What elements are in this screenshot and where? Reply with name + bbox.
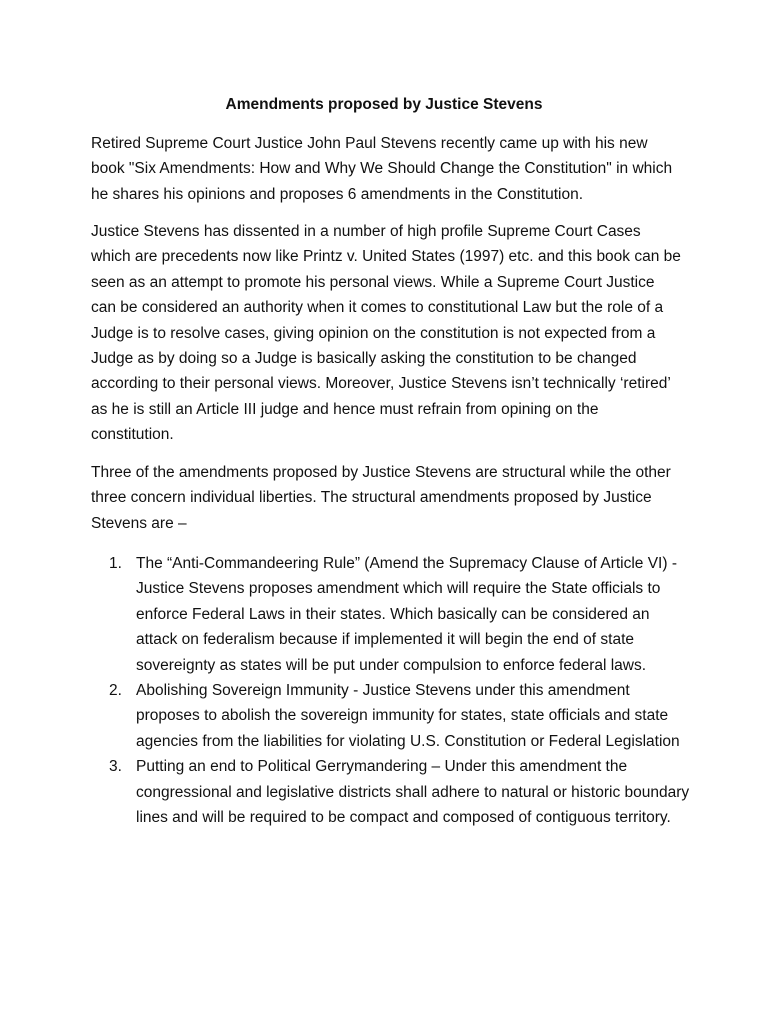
paragraph-intro: Retired Supreme Court Justice John Paul Stevens recently came up with his new book "Six Amendments: How and Why We Should Change the Constitution" in which he shares his opinions and proposes 6 amendments in the Constitution. xyxy=(91,135,673,203)
list-item-number: 1. xyxy=(109,555,122,572)
list-item-text: Putting an end to Political Gerrymandering – Under this amendment the congressional and legislative districts shall adhere to natural or historic boundary lines and will be required to be compact and composed of contiguous territory. xyxy=(136,758,690,827)
list-item-number: 2. xyxy=(109,682,122,700)
amendments-list xyxy=(91,551,691,830)
list-item xyxy=(91,551,691,678)
paragraph-dissent: Justice Stevens has dissented in a number of high profile Supreme Court Cases which are precedents now like Printz v. United States (1997) etc. and this book can be seen as an attempt to promote his personal views. While a Supreme Court Justice can be considered an authority when it comes to constitutional Law but the role of a Judge is to resolve cases, giving opinion on the constitution is not expected from a Judge as by doing so a Judge is basically asking the constitution to be changed according to their personal views. Moreover, Justice Stevens isn’t technically ‘retired’ as he is still an Article III judge and hence must refrain from opining on the constitution. xyxy=(91,223,681,444)
list-item-number: 3. xyxy=(109,758,122,776)
document-title: Amendments proposed by Justice Stevens xyxy=(225,96,543,113)
list-item-text: The “Anti-Commandeering Rule” (Amend the Supremacy Clause of Article VI) - Justice Stevens proposes amendment which will require the State officials to enforce Federal Laws in their states. Which basically can be considered an attack on federalism because if implemented it will begin the end of state sovereignty as states will be put under compulsion to enforce federal laws. xyxy=(136,555,677,674)
paragraph-structural: Three of the amendments proposed by Justice Stevens are structural while the other three concern individual liberties. The structural amendments proposed by Justice Stevens are – xyxy=(91,464,671,532)
list-item xyxy=(91,678,691,754)
list-item xyxy=(91,754,691,830)
list-item-text: Abolishing Sovereign Immunity - Justice Stevens under this amendment proposes to abolish the sovereign immunity for states, state officials and state agencies from the liabilities for violating U.S. Constitution or Federal Legislation xyxy=(136,682,680,750)
